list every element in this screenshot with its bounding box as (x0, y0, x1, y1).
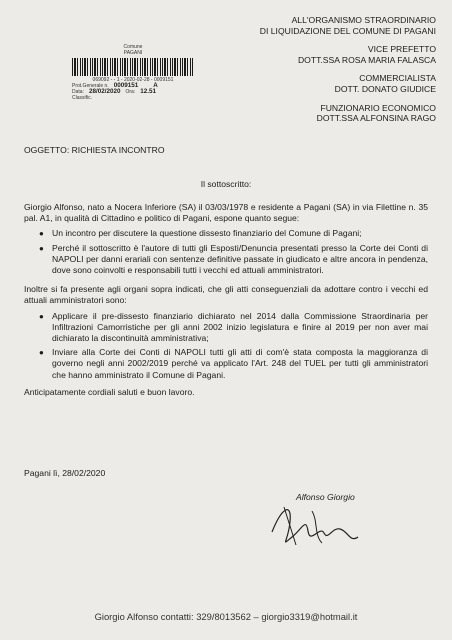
handwritten-signature (262, 487, 382, 552)
barcode (72, 58, 194, 76)
stamp-comune: PAGANI (123, 50, 143, 56)
stamp-prot-label: Prot.Generale n. (72, 83, 109, 89)
footer-contacts: Giorgio Alfonso contatti: 329/8013562 – giorgio3319@hotmail.it (94, 611, 358, 622)
list-item-text: Un incontro per discutere la questione dissesto finanziario del Comune di Pagani; (52, 228, 362, 239)
letter-body (24, 202, 428, 398)
recipient-line: COMMERCIALISTA (359, 73, 436, 84)
stamp-comune-label: Comune (123, 44, 143, 50)
bullet-icon: ● (39, 348, 44, 358)
heading: Il sottoscritto: (200, 179, 252, 189)
protocol-stamp (72, 44, 194, 101)
recipient-line: DOTT.SSA ALFONSINA RAGO (316, 113, 436, 124)
stamp-date-label: Data: (72, 89, 84, 95)
list-item-text: Applicare il pre-dissesto finanziario dichiarato nel 2014 dalla Commissione Straordinaria per Infiltrazioni Camorristiche per gli anni 2002 inizio legislatura e finire al 2019 per non aver mai dichiarato la discontinuità amministrativa; (52, 310, 428, 344)
list-item (34, 347, 428, 381)
stamp-prot-suffix: A (153, 82, 158, 89)
recipient-line: FUNZIONARIO ECONOMICO (320, 102, 436, 113)
signature-name: Alfonso Giorgio (296, 492, 355, 502)
list-item-text: Inviare alla Corte dei Conti di NAPOLI tutti gli atti di com'è stata composta la maggioranza di governo negli anni 2002/2019 perché va applicato l'Art. 248 del TUEL per tutti gli amministratori che hanno amministrato il Comune di Pagani. (52, 347, 428, 380)
recipient-line: DOTT. DONATO GIUDICE (334, 83, 436, 94)
stamp-classific: Classific. (72, 95, 93, 101)
bullet-icon: ● (39, 243, 44, 253)
intro-paragraph: Giorgio Alfonso, nato a Nocera Inferiore (SA) il 03/03/1978 e residente a Pagani (SA) in via Filettine n. 35 pal. A1, in qualità di Cittadino e politico di Pagani, espone quanto segue: (24, 202, 428, 224)
list-item (34, 243, 428, 277)
bullet-icon: ● (39, 229, 44, 239)
stamp-prot-number: 0009151 (113, 82, 139, 89)
request-list (24, 228, 428, 276)
list-item (34, 228, 428, 239)
recipient-block (260, 15, 436, 132)
closing-line: Anticipatamente cordiali saluti e buon lavoro. (24, 386, 195, 397)
recipient-line: DI LIQUIDAZIONE DEL COMUNE DI PAGANI (259, 25, 436, 36)
stamp-time-label: Ora: (125, 89, 136, 95)
recipient-line: DOTT.SSA ROSA MARIA FALASCA (297, 54, 436, 65)
place-date: Pagani lì, 28/02/2020 (24, 468, 106, 478)
second-paragraph: Inoltre si fa presente agli organi sopra indicati, che gli atti conseguenziali da adottare contro i vecchi ed attuali amministratori sono: (24, 284, 428, 306)
stamp-code: 069092 - - 1 - 2020-02-28 - 0009151 (92, 77, 174, 83)
recipient-line: ALL'ORGANISMO STRAORDINARIO (291, 15, 436, 25)
stamp-time: 12.51 (140, 88, 156, 95)
recipient-line: VICE PREFETTO (367, 44, 436, 55)
actions-list (24, 311, 428, 381)
stamp-date: 28/02/2020 (88, 88, 121, 95)
bullet-icon: ● (39, 311, 44, 321)
list-item-text: Perché il sottoscritto è l'autore di tutti gli Esposti/Denuncia presentati presso la Corte dei Conti di NAPOLI per danni erariali con sentenze definitive passate in giudicato e altre ancora in pendenza, dove sono coinvolti e responsabili tutti i vecchi ed attuali amministratori. (52, 242, 428, 276)
list-item (34, 311, 428, 345)
subject-line: OGGETTO: RICHIESTA INCONTRO (24, 145, 165, 155)
